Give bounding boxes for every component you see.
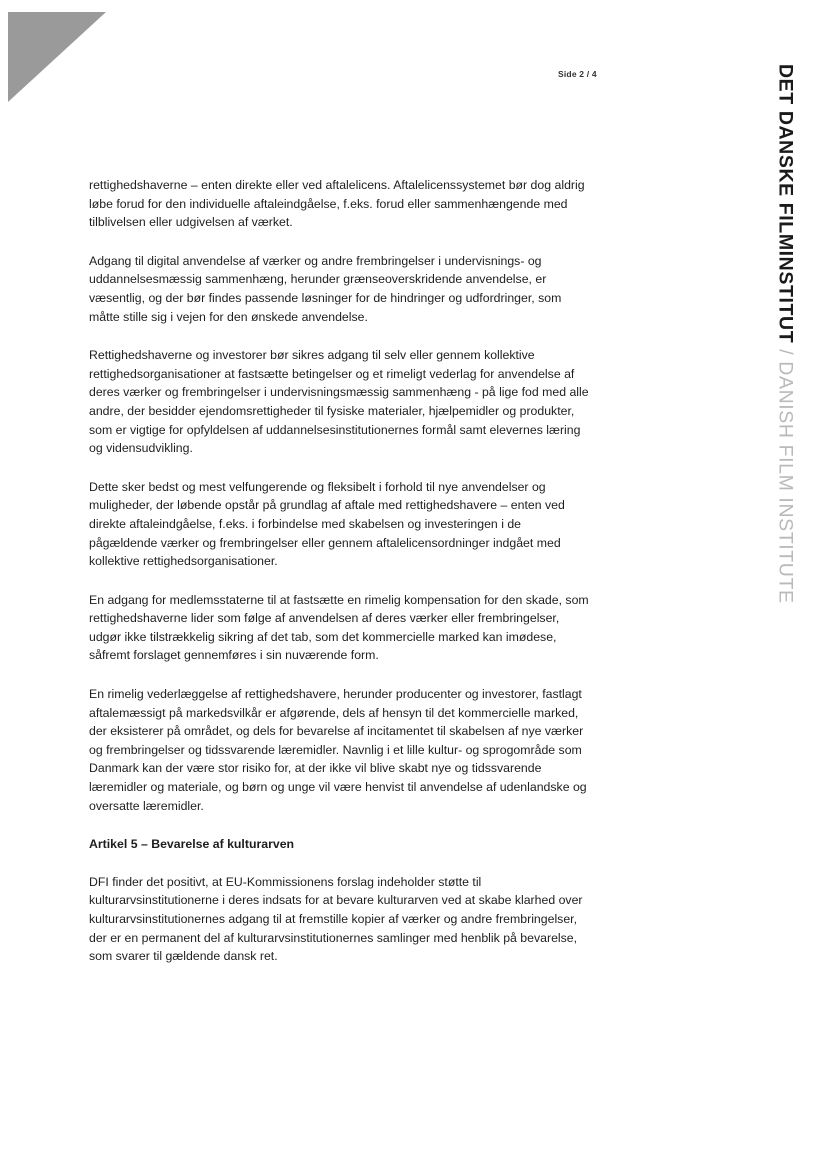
folded-corner-mark [8,12,108,104]
paragraph-2: Adgang til digital anvendelse af værker og andre frembringelser i undervisnings- og uddannelsesmæssig sammenhæng, herunder grænseoverskridende anvendelse, er væsentlig, og der bør findes passende løsninger for de hindringer og udfordringer, som måtte stille sig i vejen for den ønskede anvendelse. [89,253,562,324]
brand-separator: / [774,349,797,356]
section-heading: Artikel 5 – Bevarelse af kulturarven [89,837,295,852]
brand-english: DANISH FILM INSTITUTE [774,361,797,604]
institute-brand [775,64,795,604]
paragraph-4: Dette sker bedst og mest velfungerende og fleksibelt i forhold til nye anvendelser og muligheder, der løbende opstår på grundlag af aftale med rettighedshavere – enten ved direkte aftaleindgåelse, f.eks. i forbindelse med skabelsen og investeringen i de pågældende værker og frembringelser eller gennem aftalelicensordninger indgået med kollektive rettighedsorganisationer. [89,479,565,569]
paragraph-3: Rettighedshaverne og investorer bør sikres adgang til selv eller gennem kollektive rettighedsorganisationer at fastsætte betingelser og et rimeligt vederlag for anvendelse af deres værker og frembringelser i undervisningsmæssig sammenhæng - på lige fod med alle andre, der besidder ejendomsrettigheder til fysiske materialer, hjælpemidler og produkter, som er vigtige for opfyldelsen af uddannelsesinstitutionernes formål samt elevernes læring og vidensudvikling. [89,348,589,456]
paragraph-5: En adgang for medlemsstaterne til at fastsætte en rimelig kompensation for den skade, som rettighedshaverne lider som følge af anvendelsen af deres værker eller frembringelser, udgør ikke tilstrækkelig sikring af det tab, som det kommercielle marked kan imødese, såfremt forslaget gennemføres i sin nuværende form. [89,592,589,663]
paragraph-6: En rimelig vederlæggelse af rettighedshavere, herunder producenter og investorer, fastlagt aftalemæssigt på markedsvilkår er afgørende, dels af hensyn til det kommercielle marked, der eksisterer på området, og dels for bevarelse af incitamentet til skabelsen af nye værker og frembringelser og tidssvarende læremidler. Navnlig i et lille kultur- og sprogområde som Danmark kan der være stor risiko for, at der ikke vil blive skabt nye og tidssvarende læremidler og materiale, og børn og unge vil være henvist til anvendelse af udenlandske og oversatte læremidler. [89,687,587,813]
section-paragraph: DFI finder det positivt, at EU-Kommissionens forslag indeholder støtte til kulturarvsinstitutionerne i deres indsats for at bevare kulturarven ved at skabe klarhed over kulturarvsinstitutionernes adgang til at fremstille kopier af værker og andre frembringelser, der er en permanent del af kulturarvsinstitutionernes samlinger med henblik på bevarelse, som svarer til gældende dansk ret. [89,874,583,964]
page-number: Side 2 / 4 [558,69,597,79]
document-body [89,176,592,986]
paragraph-1: rettighedshaverne – enten direkte eller ved aftalelicens. Aftalelicenssystemet bør dog aldrig løbe forud for den individuelle aftaleindgåelse, f.eks. forud eller sammenhængende med tilblivelsen eller udgivelsen af værket. [89,178,585,230]
brand-danish: DET DANSKE FILMINSTITUT [774,64,797,344]
